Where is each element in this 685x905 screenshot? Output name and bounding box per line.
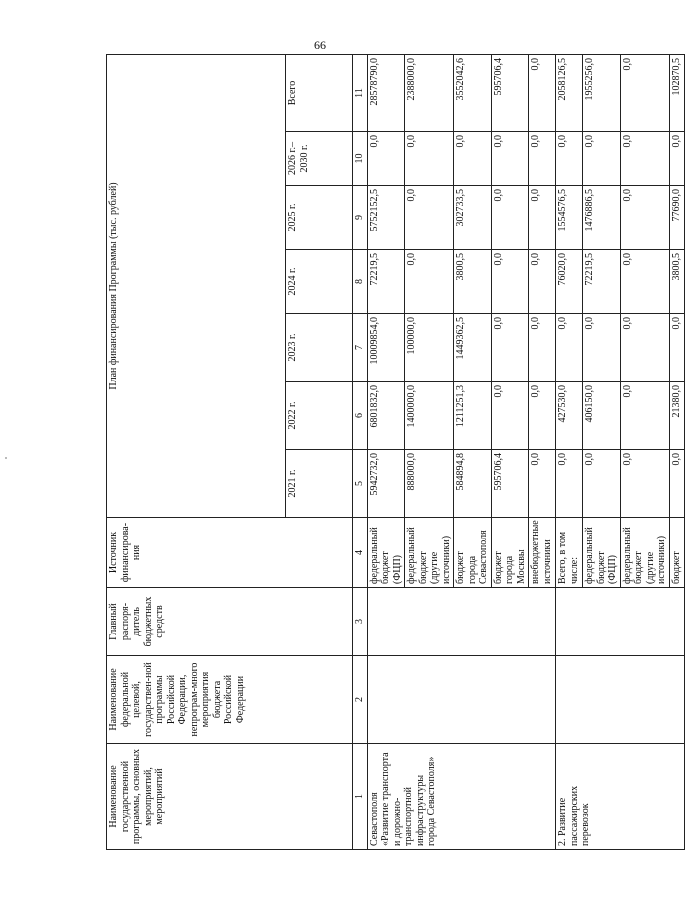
funding-source: бюджет: [669, 518, 684, 588]
financing-table: [106, 54, 685, 850]
page-number: 66: [314, 38, 326, 52]
value-cell: 0,0: [620, 54, 669, 131]
value-cell: 5942732,0: [367, 450, 405, 518]
value-cell: 595706,4: [491, 54, 529, 131]
value-cell: 584894,8: [454, 450, 492, 518]
header-year-2023: 2023 г.: [286, 314, 353, 382]
value-cell: 427530,0: [556, 382, 583, 450]
value-cell: 1554576,5: [556, 186, 583, 250]
header-year-2025: 2025 г.: [286, 186, 353, 250]
funding-source: федеральный бюджет (ФЦП): [367, 518, 405, 588]
column-number: 5: [353, 450, 368, 518]
value-cell: 0,0: [583, 132, 621, 186]
empty-cell: [556, 588, 685, 656]
value-cell: 0,0: [669, 314, 684, 382]
column-number: 9: [353, 186, 368, 250]
section-name: Севастополя «Развитие транспорта и дорожно-транспортной инфраструктуры города Севастополя»: [367, 744, 556, 850]
value-cell: 0,0: [529, 450, 556, 518]
value-cell: 0,0: [529, 186, 556, 250]
empty-cell: [367, 588, 556, 656]
header-total: Всего: [286, 54, 353, 131]
value-cell: 0,0: [556, 314, 583, 382]
value-cell: 1211251,3: [454, 382, 492, 450]
header-year-2022: 2022 г.: [286, 382, 353, 450]
value-cell: 102870,5: [669, 54, 684, 131]
header-year-2024: 2024 г.: [286, 250, 353, 314]
funding-source: бюджет города Москвы: [491, 518, 529, 588]
funding-source: бюджет города Севастополя: [454, 518, 492, 588]
value-cell: 2388000,0: [405, 54, 454, 131]
rotated-table-container: [106, 55, 682, 850]
column-number: 10: [353, 132, 368, 186]
value-cell: 0,0: [491, 132, 529, 186]
value-cell: 0,0: [405, 186, 454, 250]
value-cell: 10009854,0: [367, 314, 405, 382]
column-number: 7: [353, 314, 368, 382]
empty-cell: [556, 656, 685, 744]
funding-source: федеральный бюджет (другие источники): [405, 518, 454, 588]
column-number: 6: [353, 382, 368, 450]
value-cell: 595706,4: [491, 450, 529, 518]
value-cell: 0,0: [454, 132, 492, 186]
value-cell: 0,0: [556, 132, 583, 186]
column-number: 8: [353, 250, 368, 314]
value-cell: 0,0: [620, 382, 669, 450]
value-cell: 0,0: [556, 450, 583, 518]
column-number: 1: [353, 744, 368, 850]
value-cell: 0,0: [583, 450, 621, 518]
value-cell: 888000,0: [405, 450, 454, 518]
header-federal-program: Наименование федеральной целевой, государствен-ной программы Российской Федерации, непрограм-много мероприятия бюджета Российской Федерации: [107, 656, 353, 744]
header-funding-source: Источник финансирова-ния: [107, 518, 353, 588]
value-cell: 0,0: [529, 54, 556, 131]
table-row: [367, 54, 405, 849]
header-year-2021: 2021 г.: [286, 450, 353, 518]
value-cell: 0,0: [491, 186, 529, 250]
value-cell: 0,0: [367, 132, 405, 186]
value-cell: 5752152,5: [367, 186, 405, 250]
value-cell: 0,0: [669, 132, 684, 186]
value-cell: 1449362,5: [454, 314, 492, 382]
value-cell: 1476886,5: [583, 186, 621, 250]
header-program-name: Наименование государственной программы, основных мероприятий, мероприятий: [107, 744, 353, 850]
value-cell: 0,0: [491, 250, 529, 314]
empty-cell: [367, 656, 556, 744]
column-number: 3: [353, 588, 368, 656]
value-cell: 0,0: [529, 250, 556, 314]
value-cell: 21380,0: [669, 382, 684, 450]
value-cell: 72219,5: [583, 250, 621, 314]
value-cell: 76020,0: [556, 250, 583, 314]
column-number: 11: [353, 54, 368, 131]
value-cell: 1955256,0: [583, 54, 621, 131]
value-cell: 1400000,0: [405, 382, 454, 450]
value-cell: 0,0: [620, 450, 669, 518]
value-cell: 3800,5: [454, 250, 492, 314]
funding-source: федеральный бюджет (другие источники): [620, 518, 669, 588]
value-cell: 0,0: [405, 132, 454, 186]
table-row: [556, 54, 583, 849]
value-cell: 0,0: [491, 314, 529, 382]
value-cell: 28578790,0: [367, 54, 405, 131]
funding-source: внебюджетные источники: [529, 518, 556, 588]
value-cell: 0,0: [529, 314, 556, 382]
value-cell: 2058126,5: [556, 54, 583, 131]
value-cell: 406150,0: [583, 382, 621, 450]
column-number: 2: [353, 656, 368, 744]
value-cell: 0,0: [620, 186, 669, 250]
value-cell: 0,0: [620, 314, 669, 382]
funding-source: федеральный бюджет (ФЦП): [583, 518, 621, 588]
value-cell: 3800,5: [669, 250, 684, 314]
value-cell: 302733,5: [454, 186, 492, 250]
header-budget-manager: Главный распоря-дитель бюджетных средств: [107, 588, 353, 656]
header-year-2026-2030: 2026 г.– 2030 г.: [286, 132, 353, 186]
section-name: 2. Развитие пассажирских перевозок: [556, 744, 685, 850]
value-cell: 0,0: [620, 132, 669, 186]
value-cell: 0,0: [583, 314, 621, 382]
value-cell: 0,0: [405, 250, 454, 314]
scan-speck: [5, 457, 7, 459]
value-cell: 0,0: [529, 132, 556, 186]
value-cell: 0,0: [620, 250, 669, 314]
value-cell: 72219,5: [367, 250, 405, 314]
value-cell: 100000,0: [405, 314, 454, 382]
value-cell: 3552042,6: [454, 54, 492, 131]
funding-source: Всего, в том числе:: [556, 518, 583, 588]
value-cell: 0,0: [669, 450, 684, 518]
value-cell: 0,0: [529, 382, 556, 450]
column-number: 4: [353, 518, 368, 588]
value-cell: 77690,0: [669, 186, 684, 250]
value-cell: 6801832,0: [367, 382, 405, 450]
column-number-row: [353, 54, 368, 849]
value-cell: 0,0: [491, 382, 529, 450]
header-financing-plan: План финансирования Программы (тыс. рублей): [107, 54, 286, 517]
